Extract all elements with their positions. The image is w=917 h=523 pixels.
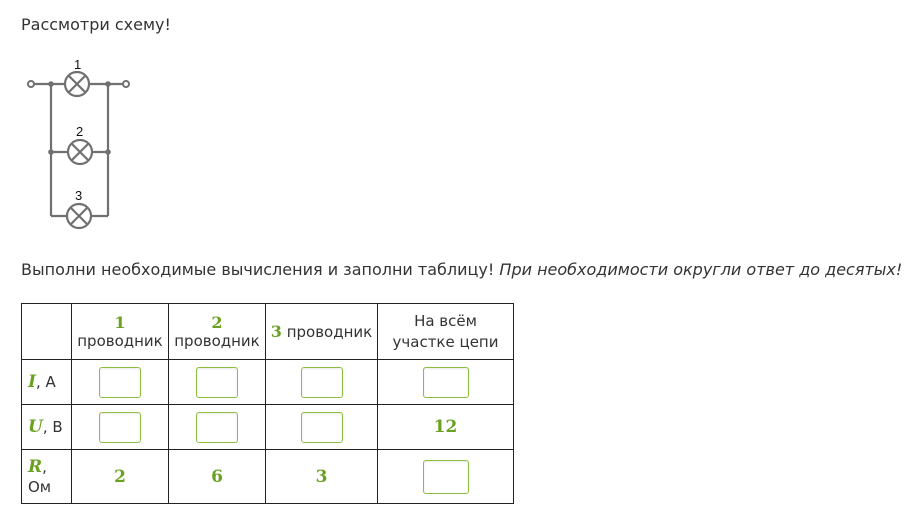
lamp-2-icon	[68, 140, 92, 164]
row-label-voltage: U, В	[22, 405, 72, 450]
input-I-1[interactable]	[99, 367, 141, 398]
task-prompt-look: Рассмотри схему!	[21, 15, 171, 34]
header-conductor-3: 3 проводник	[266, 304, 378, 360]
circuit-diagram	[24, 54, 136, 234]
lamp-2-label: 2	[76, 124, 84, 139]
lamp-1-icon	[65, 72, 89, 96]
header-conductor-1: 1 проводник	[72, 304, 169, 360]
task-instructions	[21, 260, 902, 279]
lamp-1-label: 1	[74, 57, 82, 72]
input-U-1[interactable]	[99, 412, 141, 443]
value-R-1: 2	[72, 450, 169, 504]
instruction-text: Выполни необходимые вычисления и заполни таблицу!	[21, 260, 495, 279]
input-U-2[interactable]	[196, 412, 238, 443]
corner-cell	[22, 304, 72, 360]
calculation-table	[21, 303, 514, 504]
value-R-3: 3	[266, 450, 378, 504]
value-R-2: 6	[169, 450, 266, 504]
table-row-voltage	[22, 405, 514, 450]
input-I-total[interactable]	[423, 367, 469, 398]
input-U-3[interactable]	[301, 412, 343, 443]
input-I-3[interactable]	[301, 367, 343, 398]
value-U-total: 12	[378, 405, 514, 450]
header-conductor-2: 2 проводник	[169, 304, 266, 360]
table-row-resistance	[22, 450, 514, 504]
table-header-row	[22, 304, 514, 360]
lamp-3-label: 3	[75, 188, 83, 203]
instruction-hint: При необходимости округли ответ до десятых!	[499, 260, 903, 279]
input-R-total[interactable]	[423, 460, 469, 494]
lamp-3-icon	[67, 204, 91, 228]
row-label-current: I, А	[22, 360, 72, 405]
table-row-current	[22, 360, 514, 405]
row-label-resistance: R, Ом	[22, 450, 72, 504]
header-total: На всём участке цепи	[378, 304, 514, 360]
input-I-2[interactable]	[196, 367, 238, 398]
